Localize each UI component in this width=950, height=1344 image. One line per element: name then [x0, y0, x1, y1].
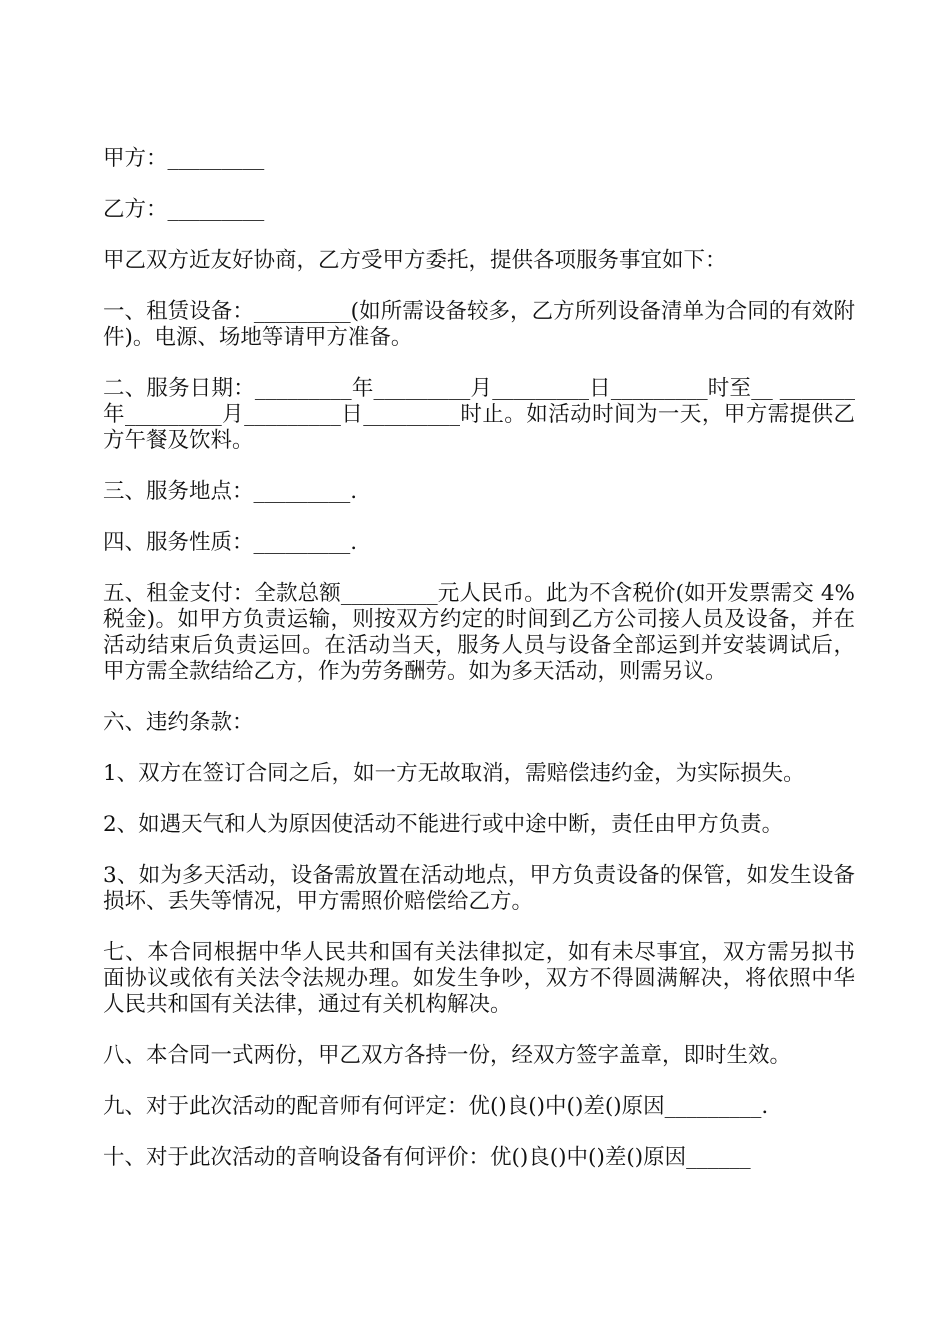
clause-dubbing-rating: 九、对于此次活动的配音师有何评定：优()良()中()差()原因_________.: [103, 1094, 769, 1119]
breach-item-3: 3、如为多天活动，设备需放置在活动地点，甲方负责设备的保管，如发生设备损坏、丢失等情况，甲方需照价赔偿给乙方。: [103, 863, 855, 914]
clause-copies: 八、本合同一式两份，甲乙双方各持一份，经双方签字盖章，即时生效。: [103, 1043, 792, 1068]
breach-item-2: 2、如遇天气和人为原因使活动不能进行或中途中断，责任由甲方负责。: [103, 812, 784, 837]
contract-document: [103, 146, 855, 1196]
contract-intro: 甲乙双方近友好协商，乙方受甲方委托，提供各项服务事宜如下：: [103, 248, 727, 273]
party-a-line: 甲方：_________: [103, 146, 265, 171]
clause-rent-payment: 五、租金支付：全款总额_________元人民币。此为不含税价(如开发票需交 4%税金)。如甲方负责运输，则按双方约定的时间到乙方公司接人员及设备，并在活动结束后负责运回。在活动当天，服务人员与设备全部运到并安装调试后，甲方需全款结给乙方，作为劳务酬劳。如为多天活动，则需另议。: [103, 581, 855, 684]
clause-service-date: 二、服务日期：_________年_________月_________日_________时至__ _______年_________月_________日_________时止。如活动时间为一天，甲方需提供乙方午餐及饮料。: [103, 376, 855, 453]
clause-breach-heading: 六、违约条款：: [103, 710, 254, 735]
clause-service-location: 三、服务地点：_________.: [103, 479, 358, 504]
party-b-line: 乙方：_________: [103, 197, 265, 222]
clause-audio-rating: 十、对于此次活动的音响设备有何评价：优()良()中()差()原因______: [103, 1145, 751, 1170]
clause-service-nature: 四、服务性质：_________.: [103, 530, 358, 555]
clause-governing-law: 七、本合同根据中华人民共和国有关法律拟定，如有未尽事宜，双方需另拟书面协议或依有关法令法规办理。如发生争吵，双方不得圆满解决，将依照中华人民共和国有关法律，通过有关机构解决。: [103, 940, 855, 1017]
breach-item-1: 1、双方在签订合同之后，如一方无故取消，需赔偿违约金，为实际损失。: [103, 761, 805, 786]
clause-rental-equipment: 一、租赁设备：_________(如所需设备较多，乙方所列设备清单为合同的有效附件)。电源、场地等请甲方准备。: [103, 299, 855, 350]
